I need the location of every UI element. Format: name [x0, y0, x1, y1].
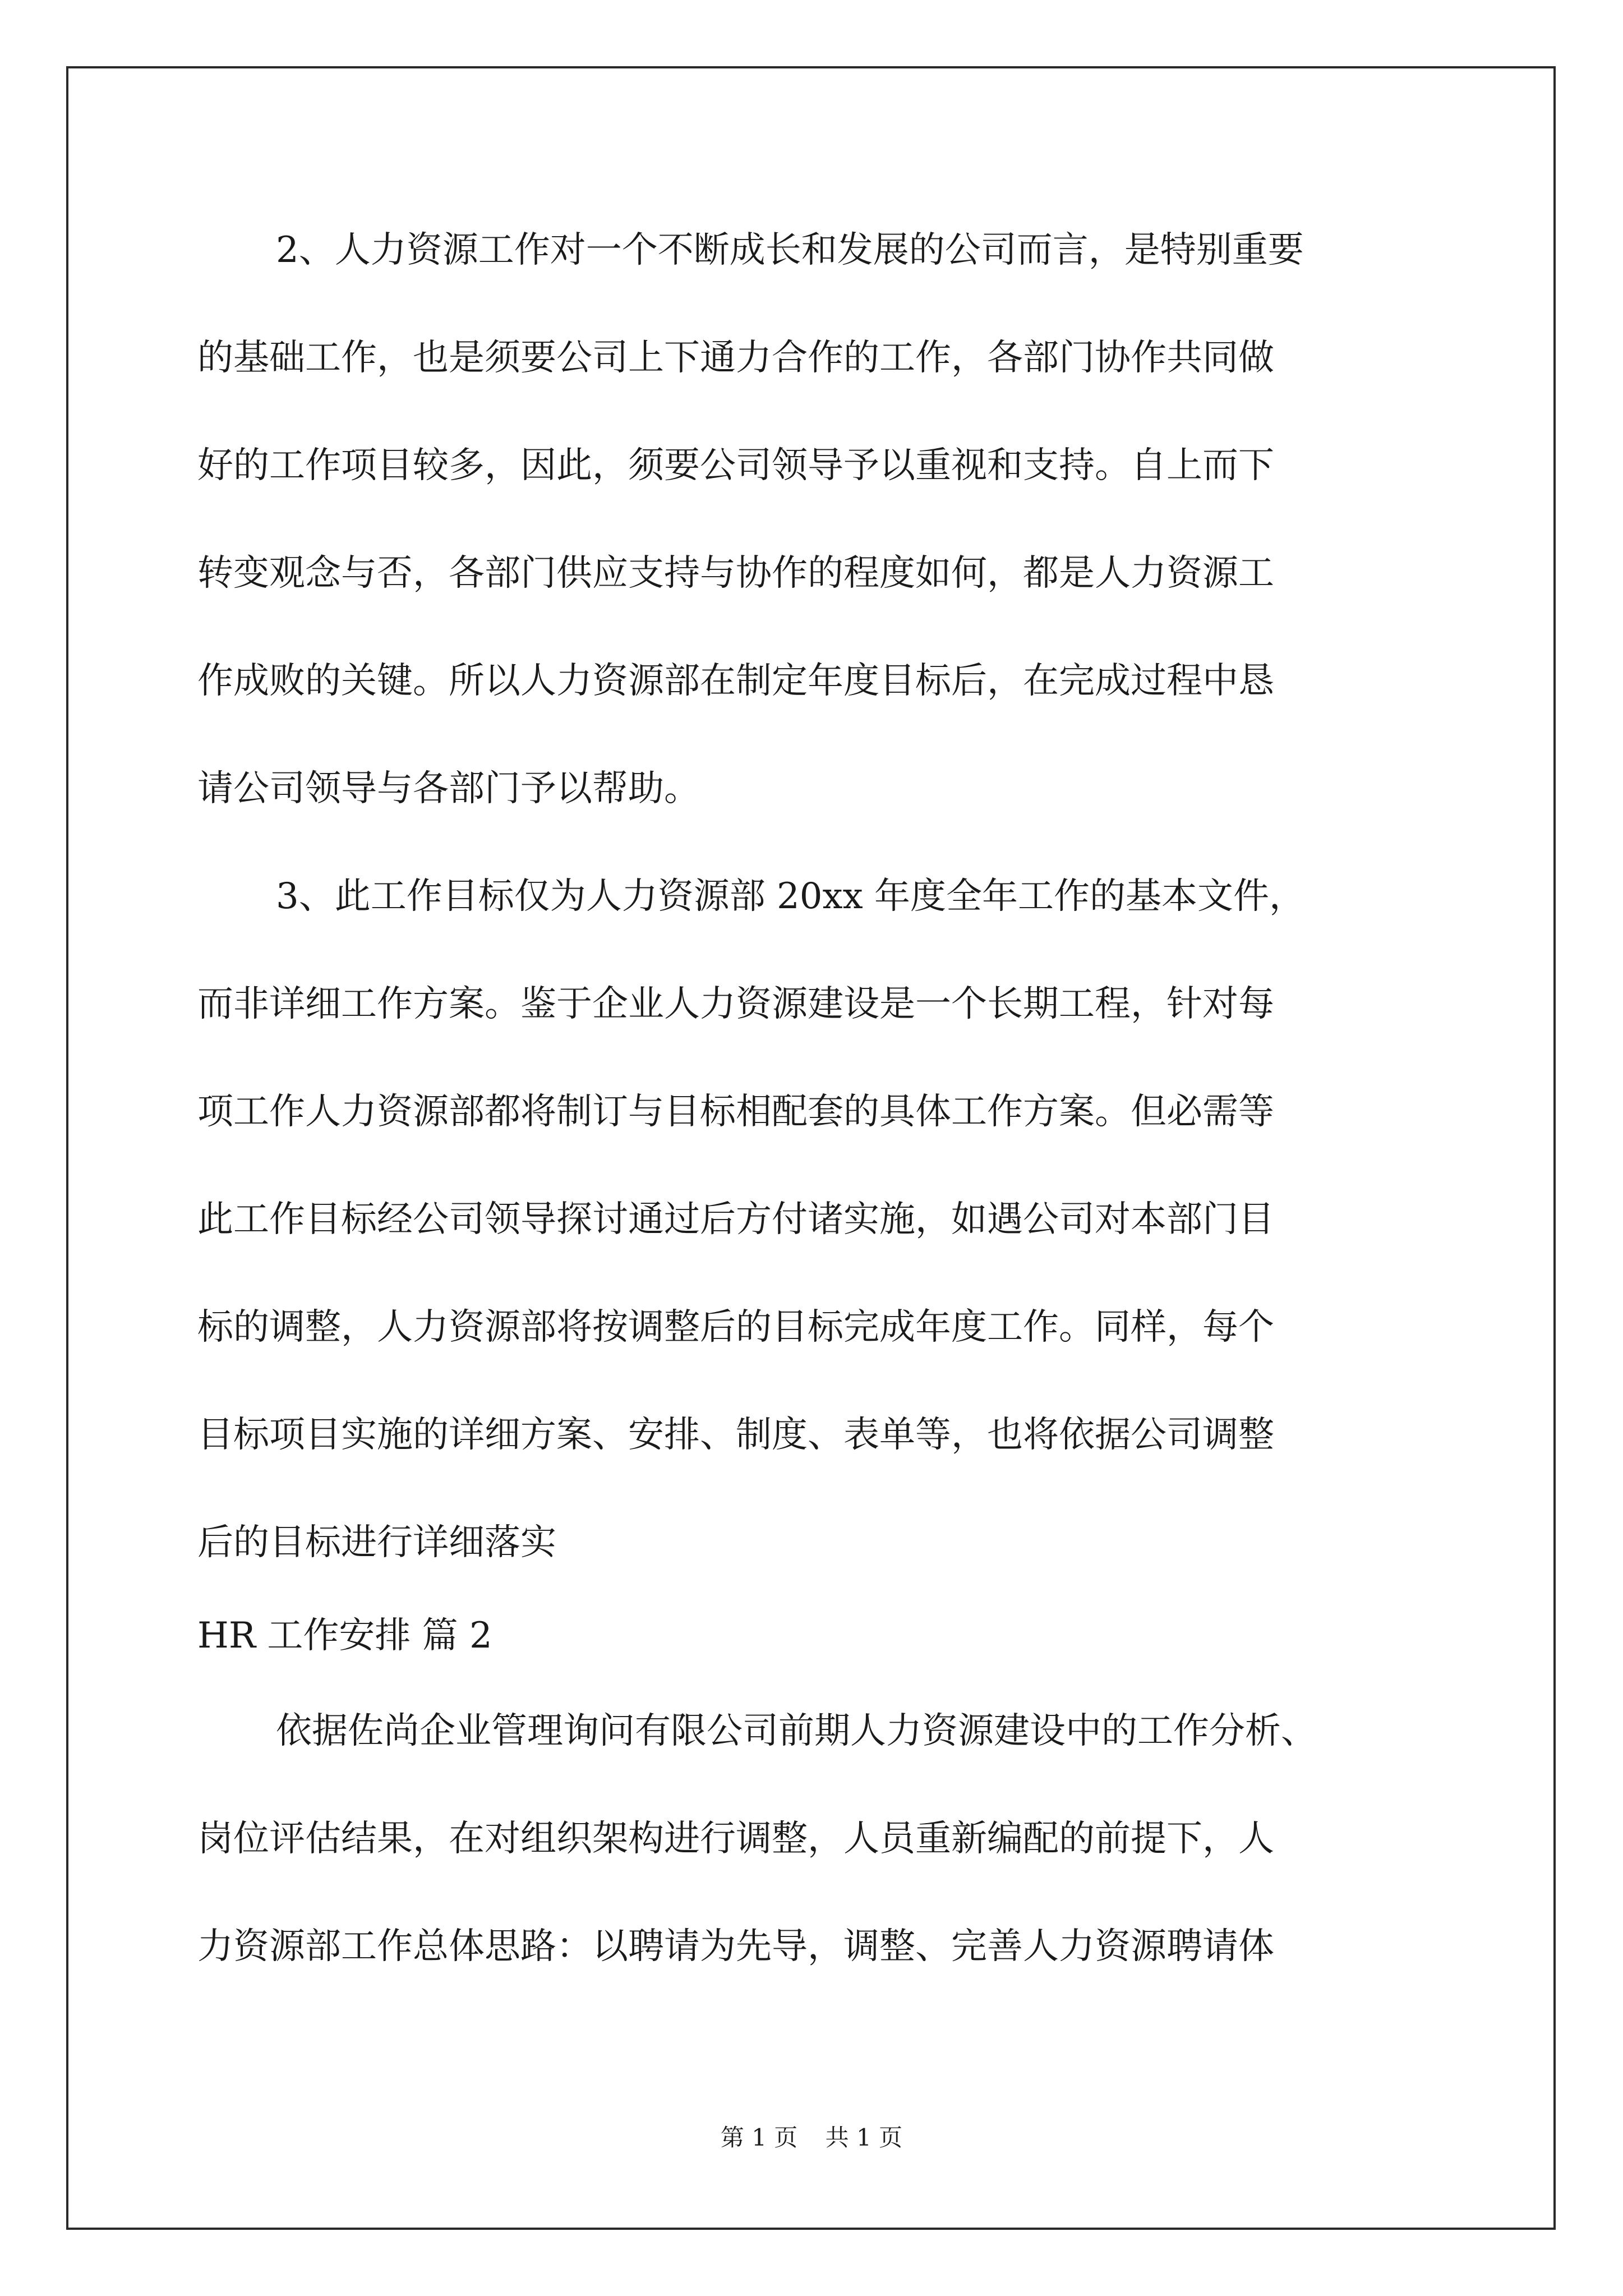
paragraph-line: 依据佐尚企业管理询问有限公司前期人力资源建设中的工作分析、 — [276, 1710, 1317, 1752]
paragraph-line: 好的工作项目较多，因此，须要公司领导予以重视和支持。自上而下 — [197, 445, 1274, 486]
paragraph-line: 请公司领导与各部门予以帮助。 — [197, 768, 700, 809]
paragraph-line: 的基础工作，也是须要公司上下通力合作的工作，各部门协作共同做 — [197, 337, 1274, 379]
paragraph-line: 而非详细工作方案。鉴于企业人力资源建设是一个长期工程，针对每 — [197, 983, 1274, 1025]
paragraph-line: 作成败的关键。所以人力资源部在制定年度目标后，在完成过程中恳 — [197, 660, 1274, 702]
paragraph-line: 标的调整，人力资源部将按调整后的目标完成年度工作。同样，每个 — [197, 1306, 1274, 1348]
paragraph-line: 目标项目实施的详细方案、安排、制度、表单等，也将依据公司调整 — [197, 1414, 1274, 1456]
page-number: 第 1 页 — [720, 2124, 798, 2151]
section-heading: HR 工作安排 篇 2 — [197, 1615, 492, 1657]
paragraph-line: 项工作人力资源部都将制订与目标相配套的具体工作方案。但必需等 — [197, 1091, 1274, 1133]
paragraph-line: 3、此工作目标仅为人力资源部 20xx 年度全年工作的基本文件， — [276, 876, 1306, 917]
paragraph-line: 后的目标进行详细落实 — [197, 1522, 556, 1563]
page-border — [66, 66, 1556, 2230]
paragraph-line: 此工作目标经公司领导探讨通过后方付诸实施，如遇公司对本部门目 — [197, 1199, 1274, 1240]
page-count: 共 1 页 — [825, 2124, 903, 2151]
paragraph-line: 力资源部工作总体思路：以聘请为先导，调整、完善人力资源聘请体 — [197, 1926, 1274, 1967]
paragraph-line: 转变观念与否，各部门供应支持与协作的程度如何，都是人力资源工 — [197, 553, 1274, 594]
page-footer — [0, 2124, 1623, 2152]
paragraph-line: 岗位评估结果，在对组织架构进行调整，人员重新编配的前提下，人 — [197, 1818, 1274, 1860]
paragraph-line: 2、人力资源工作对一个不断成长和发展的公司而言，是特别重要 — [276, 229, 1304, 271]
